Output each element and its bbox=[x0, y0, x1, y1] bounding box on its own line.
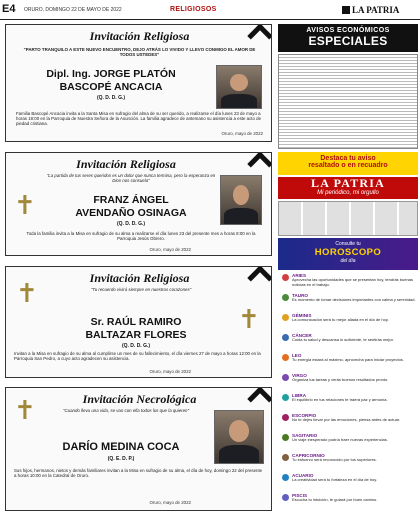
zodiac-sign-text: El equilibrio en tus relaciones te traerá paz y armonía. bbox=[292, 397, 388, 402]
zodiac-sign-icon bbox=[282, 334, 289, 341]
horoscope-title: HOROSCOPO bbox=[314, 247, 382, 258]
horoscope-entry bbox=[282, 353, 416, 373]
cross-icon: ✝ bbox=[14, 191, 36, 221]
notice-intro: "Cuando lleva una vida, se van con ella todos los que la quieren" bbox=[62, 408, 190, 413]
promo-line1: Destaca tu aviso bbox=[320, 155, 376, 162]
newspaper-logo: LA PATRIA bbox=[352, 5, 400, 15]
notice-place-date: Oruro, mayo de 2022 bbox=[149, 369, 191, 374]
horoscope-kicker: Consulte tu bbox=[335, 241, 361, 247]
issue-date: ORURO, DOMINGO 22 DE MAYO DE 2022 bbox=[24, 7, 122, 13]
zodiac-sign-text: La comunicación será tu mejor aliada en el día de hoy. bbox=[292, 317, 389, 322]
classifieds-title: ESPECIALES bbox=[308, 34, 388, 48]
promo-line2: resaltado o en recuadro bbox=[308, 162, 388, 169]
zodiac-sign-text: Tu energía estará al máximo, aprovecha para iniciar proyectos. bbox=[292, 357, 404, 362]
zodiac-sign-text: Un viaje inesperado podría traer nuevas experiencias. bbox=[292, 437, 388, 442]
zodiac-sign-icon bbox=[282, 494, 289, 501]
zodiac-sign-name: LIBRA bbox=[292, 393, 307, 398]
zodiac-sign-text: La creatividad será tu fortaleza en el día de hoy. bbox=[292, 477, 378, 482]
zodiac-sign-name: CÁNCER bbox=[292, 333, 312, 338]
highlight-ad-promo bbox=[278, 152, 418, 175]
notice-place-date: Oruro, mayo de 2022 bbox=[221, 131, 263, 136]
zodiac-sign-text: Es momento de tomar decisiones importantes con calma y serenidad. bbox=[292, 297, 416, 302]
deceased-name: DARÍO MEDINA COCA bbox=[62, 441, 180, 453]
notice-title: Invitación Religiosa bbox=[76, 157, 176, 171]
zodiac-sign-name: SAGITARIO bbox=[292, 433, 318, 438]
notice-place-date: Oruro, mayo de 2022 bbox=[149, 247, 191, 252]
zodiac-sign-text: Organiza tus tareas y verás buenos resultados pronto. bbox=[292, 377, 389, 382]
zodiac-sign-name: PISCIS bbox=[292, 493, 308, 498]
rest-in-peace-abbrev: (Q. E. D. P.) bbox=[107, 456, 135, 462]
notice-intro: "La partida de tus seres queridos es un dolor que nunca termina, pero la esperanza en Dios nos consuela" bbox=[46, 173, 216, 183]
notice-title: Invitación Necrológica bbox=[82, 392, 197, 406]
ad-strip bbox=[278, 201, 418, 236]
horoscope-entry bbox=[282, 293, 416, 313]
notice-3 bbox=[5, 266, 272, 378]
zodiac-sign-icon bbox=[282, 294, 289, 301]
notice-intro: "PARTO TRANQUILO A ESTE NUEVO ENCUENTRO, DEJO ATRÁS LO VIVIDO Y LLEVO CONMIGO EL AMOR DE TODOS USTEDES" bbox=[23, 47, 256, 57]
banner-slogan: Mi periódico, mi orgullo bbox=[317, 190, 379, 196]
horoscope-entry bbox=[282, 453, 416, 473]
zodiac-sign-name: LEO bbox=[292, 353, 302, 358]
notice-intro: "Tu recuerdo vivirá siempre en nuestros corazones" bbox=[90, 287, 192, 292]
zodiac-sign-text: No te dejes llevar por las emociones, piensa antes de actuar. bbox=[292, 417, 401, 422]
notice-title: Invitación Religiosa bbox=[89, 29, 190, 43]
zodiac-sign-text: Escucha tu intuición, te guiará por buen camino. bbox=[292, 497, 378, 502]
deceased-name-line2: AVENDAÑO OSINAGA bbox=[75, 207, 187, 219]
zodiac-sign-name: ACUARIO bbox=[292, 473, 314, 478]
notice-place-date: Oruro, mayo de 2022 bbox=[149, 500, 191, 505]
classifieds-kicker: AVISOS ECONÓMICOS bbox=[306, 27, 390, 34]
horoscope-entry bbox=[282, 473, 416, 493]
horoscope-subtitle: del día bbox=[340, 258, 356, 264]
logo-icon bbox=[342, 6, 350, 14]
horoscope-entry bbox=[282, 433, 416, 453]
page-number: E4 bbox=[2, 3, 16, 15]
deceased-name-line1: Sr. RAÚL RAMIRO bbox=[90, 316, 182, 328]
cross-icon: ✝ bbox=[238, 305, 260, 335]
notice-body: Invitan a la Misa en sufragio de su alma al cumplirse un mes de su fallecimiento, el día viernes 27 de mayo a horas 12:00 en la Parroquia San Pedro, a cuyo acto agradecen su asistencia. bbox=[14, 351, 261, 361]
deceased-photo bbox=[216, 65, 262, 109]
zodiac-sign-text: Tu esfuerzo será reconocido por tus superiores. bbox=[292, 457, 377, 462]
horoscope-entry bbox=[282, 333, 416, 353]
la-patria-banner bbox=[278, 177, 418, 199]
horoscope-entry bbox=[282, 313, 416, 333]
horoscope-entry bbox=[282, 393, 416, 413]
zodiac-sign-icon bbox=[282, 314, 289, 321]
rest-in-peace-abbrev: (Q. D. D. G.) bbox=[116, 221, 146, 227]
mourning-ribbon-icon bbox=[247, 152, 272, 177]
zodiac-sign-icon bbox=[282, 454, 289, 461]
zodiac-sign-name: TAURO bbox=[292, 293, 308, 298]
notice-2 bbox=[5, 152, 272, 256]
rest-in-peace-abbrev: (Q. D. D. G.) bbox=[121, 343, 151, 349]
zodiac-sign-icon bbox=[282, 274, 289, 281]
horoscope-entry bbox=[282, 273, 416, 293]
rest-in-peace-abbrev: (Q. D. D. G.) bbox=[96, 95, 126, 101]
zodiac-sign-icon bbox=[282, 394, 289, 401]
notice-title: Invitación Religiosa bbox=[89, 271, 190, 285]
zodiac-sign-icon bbox=[282, 354, 289, 361]
deceased-name-line2: BASCOPÉ ANCACIA bbox=[59, 81, 163, 93]
zodiac-sign-icon bbox=[282, 434, 289, 441]
cross-icon: ✝ bbox=[16, 279, 38, 309]
zodiac-sign-icon bbox=[282, 414, 289, 421]
zodiac-sign-text: Cuida tu salud y descansa lo suficiente, te sentirás mejor. bbox=[292, 337, 394, 342]
horoscope-entry bbox=[282, 413, 416, 433]
classified-ad-sample bbox=[278, 54, 418, 149]
zodiac-sign-name: ESCORPIO bbox=[292, 413, 317, 418]
banner-logo: LA PATRIA bbox=[310, 176, 386, 190]
classifieds-banner bbox=[278, 24, 418, 52]
zodiac-sign-icon bbox=[282, 474, 289, 481]
cross-icon: ✝ bbox=[14, 396, 36, 426]
notice-4 bbox=[5, 387, 272, 511]
zodiac-sign-name: GÉMINIS bbox=[292, 313, 312, 318]
zodiac-sign-text: Aprovecha las oportunidades que se presentan hoy, tendrás buenas noticias en el trabajo. bbox=[292, 277, 413, 287]
zodiac-sign-name: VIRGO bbox=[292, 373, 307, 378]
deceased-name-line2: BALTAZAR FLORES bbox=[85, 329, 187, 341]
horoscope-header bbox=[278, 238, 418, 270]
deceased-photo bbox=[214, 410, 264, 464]
zodiac-sign-name: CAPRICORNIO bbox=[292, 453, 325, 458]
section-title: RELIGIOSOS bbox=[170, 6, 217, 13]
zodiac-sign-icon bbox=[282, 374, 289, 381]
notice-body: Toda la familia invita a la Misa en sufragio de su alma a realizarse el día lunes 23 del presente mes a horas 8:00 en la Parroquia Jesús Obrero. bbox=[26, 231, 256, 241]
deceased-name-line1: Dipl. Ing. JORGE PLATÓN bbox=[46, 68, 176, 80]
horoscope-entry bbox=[282, 493, 416, 513]
notice-1 bbox=[5, 24, 272, 142]
notice-body: Sus hijos, hermanos, nietos y demás familiares invitan a la Misa en sufragio de su alma, el día de hoy, domingo 22 del presente a horas 10:00 en la Catedral de Oruro. bbox=[14, 468, 263, 478]
zodiac-sign-name: ARIES bbox=[292, 273, 307, 278]
deceased-photo bbox=[220, 175, 262, 225]
notice-body: Familia Bascopé Ancacia invita a la Santa Misa en sufragio del alma de su ser querido, a realizarse el día lunes 23 de mayo a horas 19:00 en la Parroquia de Nuestra Señora de la Asunción. La familia agradece de antemano su asistencia a este acto de piedad cristiana. bbox=[16, 111, 262, 126]
horoscope-entry bbox=[282, 373, 416, 393]
deceased-name-line1: FRANZ ÁNGEL bbox=[93, 194, 169, 206]
